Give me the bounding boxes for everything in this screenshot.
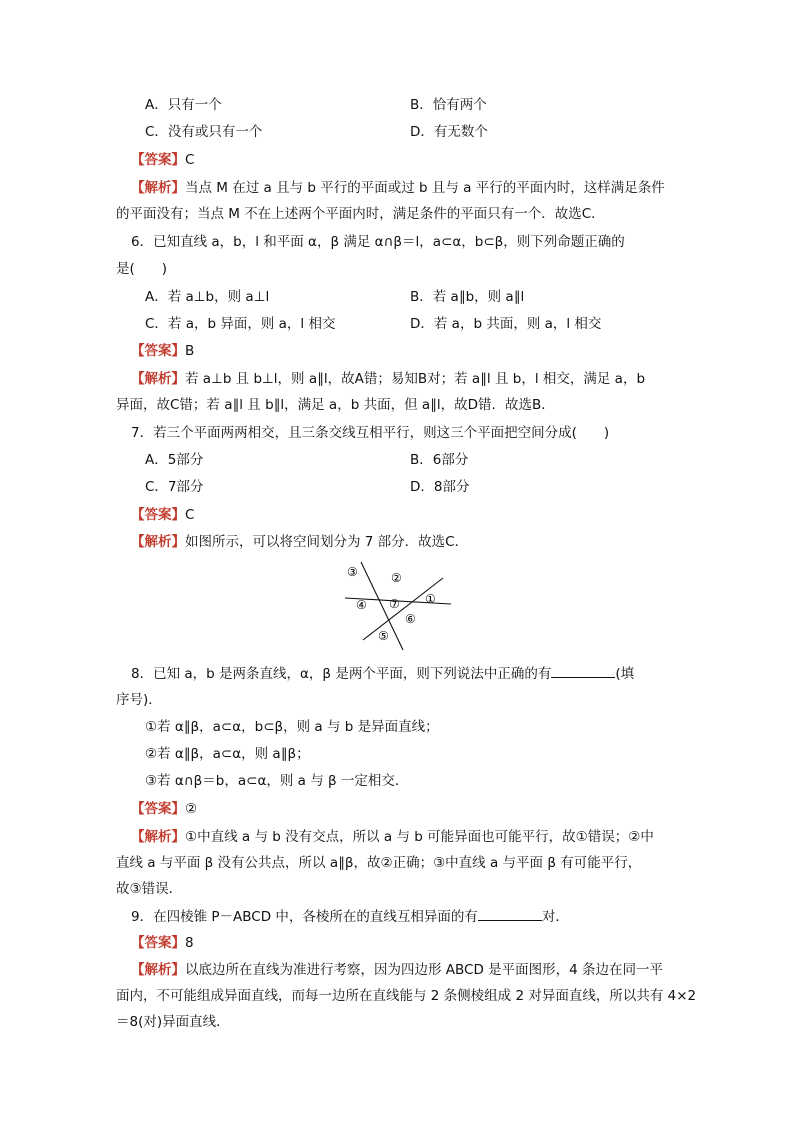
answer-value: ②	[185, 801, 198, 817]
q9-stem-text-end: 对．	[541, 909, 569, 925]
analysis-text: 以底边所在直线为准进行考察，因为四边形 ABCD 是平面图形，4 条边在同一平	[185, 962, 664, 978]
answer-tag: 【答案】	[131, 935, 185, 951]
three-planes-figure	[343, 560, 453, 652]
answer-tag: 【答案】	[131, 507, 185, 523]
q5-answer	[131, 150, 194, 170]
analysis-tag: 【解析】	[131, 534, 185, 550]
q7-stem: 7．若三个平面两两相交，且三条交线互相平行，则这三个平面把空间分成( )	[131, 425, 610, 441]
q6-stem-line-2: 是( )	[116, 261, 168, 277]
q8-item-2: ②若 α∥β，a⊂α，则 a∥β；	[145, 746, 310, 762]
analysis-tag: 【解析】	[131, 962, 185, 978]
answer-value: 8	[185, 935, 194, 951]
q6-option-c: C．若 a，b 异面，则 a，l 相交	[145, 316, 336, 332]
region-label-3: ③	[347, 565, 358, 579]
q6-analysis-line-2: 异面，故C错；若 a∥l 且 b∥l，满足 a，b 共面，但 a∥l，故D错．故选B．	[116, 397, 555, 413]
answer-tag: 【答案】	[131, 152, 185, 168]
q9-analysis-line-1	[131, 960, 663, 980]
q5-analysis-line-2: 的平面没有；当点 M 不在上述两个平面内时，满足条件的平面只有一个．故选C．	[116, 206, 605, 222]
q9-answer	[131, 933, 194, 953]
analysis-text: 如图所示，可以将空间划分为 7 部分．故选C．	[185, 534, 469, 550]
answer-value: C	[185, 152, 195, 168]
fill-in-blank	[551, 663, 615, 678]
region-label-2: ②	[391, 571, 402, 585]
region-label-7: ⑦	[389, 597, 400, 611]
answer-tag: 【答案】	[131, 801, 185, 817]
q5-option-a: A．只有一个	[145, 97, 222, 113]
q5-option-c: C．没有或只有一个	[145, 124, 263, 140]
analysis-text: ①中直线 a 与 b 没有交点，所以 a 与 b 可能异面也可能平行，故①错误；②中	[185, 829, 654, 845]
q7-answer	[131, 505, 194, 525]
q8-stem-line-2: 序号)．	[116, 692, 162, 708]
plane-line-2	[363, 578, 443, 640]
q8-analysis-line-3: 故③错误．	[116, 881, 183, 897]
q7-option-b: B．6部分	[410, 452, 469, 468]
q8-answer	[131, 799, 197, 819]
q6-option-a: A．若 a⊥b，则 a⊥l	[145, 289, 270, 305]
q6-option-b: B．若 a∥b，则 a∥l	[410, 289, 525, 305]
answer-value: B	[185, 343, 195, 359]
q7-option-d: D．8部分	[410, 479, 470, 495]
q5-analysis-line-1	[131, 178, 665, 198]
q9-stem	[131, 906, 569, 927]
analysis-text: 当点 M 在过 a 且与 b 平行的平面或过 b 且与 a 平行的平面内时，这样满足条件	[185, 180, 665, 196]
region-label-6: ⑥	[405, 612, 416, 626]
analysis-tag: 【解析】	[131, 371, 185, 387]
q8-analysis-line-1	[131, 827, 654, 847]
q9-analysis-line-3: ＝8(对)异面直线．	[116, 1014, 230, 1030]
q7-option-c: C．7部分	[145, 479, 204, 495]
analysis-tag: 【解析】	[131, 829, 185, 845]
q8-analysis-line-2: 直线 a 与平面 β 没有公共点，所以 a∥β，故②正确；③中直线 a 与平面 β 有可能平行，	[116, 855, 642, 871]
q7-analysis	[131, 532, 468, 552]
q9-analysis-line-2: 面内，不可能组成异面直线，而每一边所在直线能与 2 条侧棱组成 2 对异面直线，所以共有 4×2	[116, 988, 697, 1004]
q5-option-b: B．恰有两个	[410, 97, 487, 113]
q8-item-3: ③若 α∩β＝b，a⊂α，则 a 与 β 一定相交．	[145, 773, 409, 789]
region-label-4: ④	[356, 598, 367, 612]
q8-stem-line-1	[131, 663, 634, 684]
q6-answer	[131, 341, 194, 361]
q8-stem-text: 8．已知 a，b 是两条直线，α，β 是两个平面，则下列说法中正确的有	[131, 666, 552, 682]
q6-stem-line-1: 6．已知直线 a，b，l 和平面 α，β 满足 α∩β＝l，a⊂α，b⊂β，则下列命题正确的	[131, 234, 625, 250]
q6-analysis-line-1	[131, 369, 645, 389]
q9-stem-text: 9．在四棱锥 P－ABCD 中，各棱所在的直线互相异面的有	[131, 909, 478, 925]
q7-option-a: A．5部分	[145, 452, 204, 468]
region-label-1: ①	[425, 592, 436, 606]
analysis-tag: 【解析】	[131, 180, 185, 196]
answer-tag: 【答案】	[131, 343, 185, 359]
fill-in-blank	[478, 906, 542, 921]
q6-option-d: D．若 a，b 共面，则 a，l 相交	[410, 316, 602, 332]
analysis-text: 若 a⊥b 且 b⊥l，则 a∥l，故A错；易知B对；若 a∥l 且 b，l 相交，满足 a，b	[185, 371, 646, 387]
region-label-5: ⑤	[378, 629, 389, 643]
q8-item-1: ①若 α∥β，a⊂α，b⊂β，则 a 与 b 是异面直线；	[145, 719, 439, 735]
answer-value: C	[185, 507, 195, 523]
q5-option-d: D．有无数个	[410, 124, 488, 140]
q8-stem-text-end: (填	[615, 666, 635, 682]
